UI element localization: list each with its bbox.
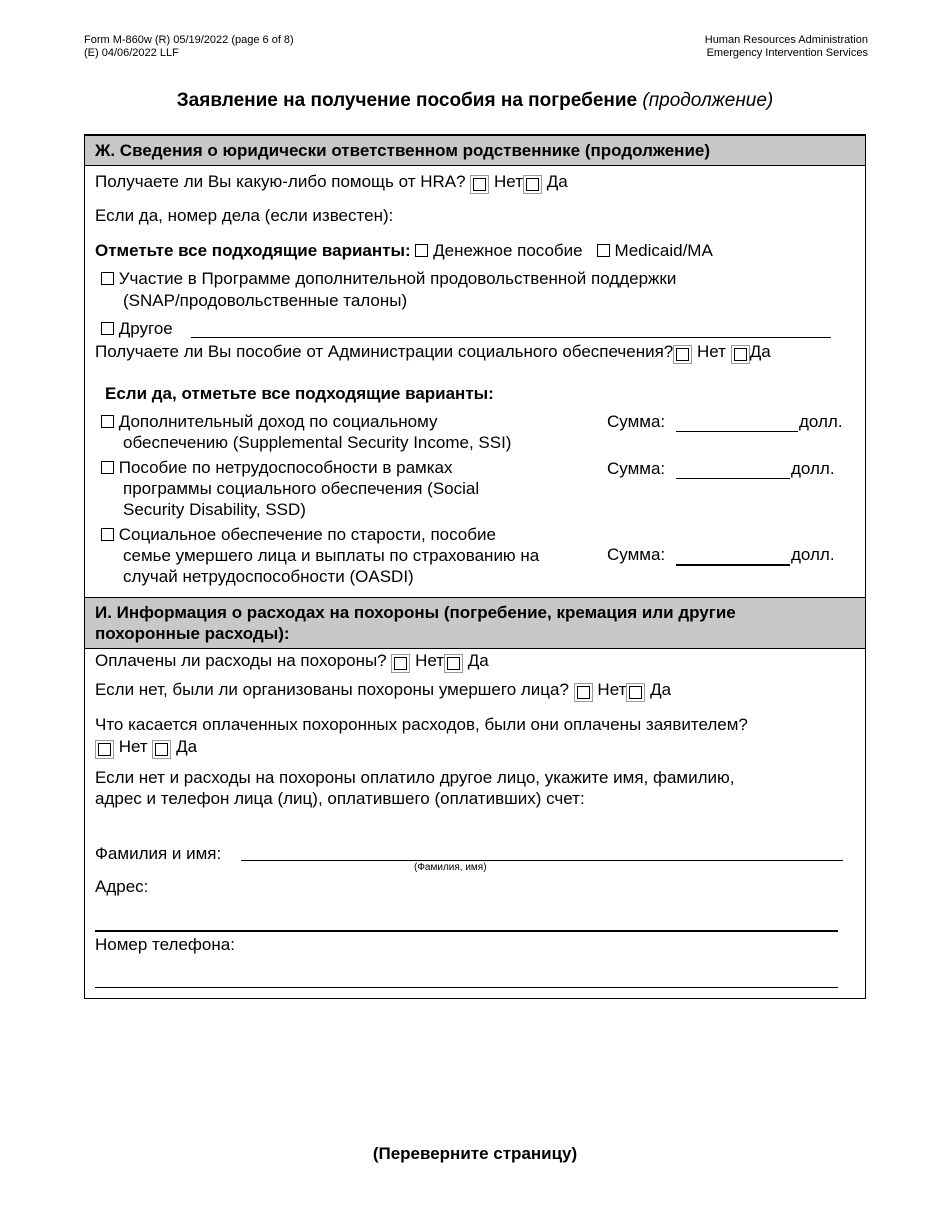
other-person-line1: Если нет и расходы на похороны оплатило другое лицо, укажите имя, фамилию, xyxy=(95,768,735,787)
agency-name xyxy=(705,34,868,60)
ssd-dollars: долл. xyxy=(791,459,835,478)
phone-label: Номер телефона: xyxy=(95,935,235,954)
page-title-suffix: (продолжение) xyxy=(642,90,774,111)
snap-line1: Участие в Программе дополнительной продовольственной поддержки xyxy=(118,269,677,288)
form-number xyxy=(84,34,294,60)
ssa-yes-checkbox[interactable] xyxy=(731,345,750,364)
turn-page-note: (Переверните страницу) xyxy=(372,1144,578,1163)
ssa-question-row xyxy=(95,341,771,364)
ssd-row xyxy=(101,457,453,478)
medicaid-checkbox[interactable] xyxy=(597,244,610,257)
hra-no-checkbox[interactable] xyxy=(470,175,489,194)
other-input-line[interactable] xyxy=(191,337,831,338)
agency-line2: Emergency Intervention Services xyxy=(706,47,868,59)
ssd-amount-label: Сумма: xyxy=(607,459,666,478)
applicant-yes-label: Да xyxy=(176,737,198,756)
ssi-line1: Дополнительный доход по социальному xyxy=(118,412,438,431)
arranged-no-checkbox[interactable] xyxy=(574,683,593,702)
paid-yes-checkbox[interactable] xyxy=(444,654,463,673)
paid-question: Оплачены ли расходы на похороны? xyxy=(95,651,387,670)
case-number-label: Если да, номер дела (если известен): xyxy=(95,206,394,225)
assistance-types-row xyxy=(95,240,713,261)
applicant-no-checkbox[interactable] xyxy=(95,740,114,759)
ssi-checkbox[interactable] xyxy=(101,415,114,428)
applicant-no-label: Нет xyxy=(118,737,148,756)
ssa-question: Получаете ли Вы пособие от Администрации социального обеспечения? xyxy=(95,342,674,361)
name-input-line[interactable] xyxy=(241,860,843,861)
address-input-line[interactable] xyxy=(95,930,838,932)
section-i-heading-line2: похоронные расходы): xyxy=(95,624,290,643)
other-checkbox[interactable] xyxy=(101,322,114,335)
oasdi-row xyxy=(101,524,496,545)
agency-line1: Human Resources Administration xyxy=(704,34,868,46)
oasdi-amount-label: Сумма: xyxy=(607,545,666,564)
ssd-checkbox[interactable] xyxy=(101,461,114,474)
oasdi-checkbox[interactable] xyxy=(101,528,114,541)
oasdi-line1: Социальное обеспечение по старости, пособие xyxy=(118,525,496,544)
check-all-label: Отметьте все подходящие варианты: xyxy=(95,241,411,260)
applicant-yes-checkbox[interactable] xyxy=(152,740,171,759)
snap-row xyxy=(101,268,676,289)
oasdi-line3: случай нетрудоспособности (OASDI) xyxy=(123,567,414,586)
name-caption: (Фамилия, имя) xyxy=(414,862,487,873)
hra-yes-checkbox[interactable] xyxy=(523,175,542,194)
phone-input-line[interactable] xyxy=(95,987,838,988)
ssi-line2: обеспечению (Supplemental Security Income, SSI) xyxy=(123,433,512,452)
address-label: Адрес: xyxy=(95,877,149,896)
hra-no-label: Нет xyxy=(494,172,523,191)
form-box xyxy=(84,134,866,999)
name-label: Фамилия и имя: xyxy=(95,844,222,863)
ssa-no-label: Нет xyxy=(697,342,726,361)
snap-line2: (SNAP/продовольственные талоны) xyxy=(123,291,408,310)
cash-label: Денежное пособие xyxy=(433,241,583,260)
ssi-amount-input[interactable] xyxy=(676,431,798,432)
ssi-amount-label: Сумма: xyxy=(607,412,666,431)
cash-checkbox[interactable] xyxy=(415,244,428,257)
ssi-row xyxy=(101,411,438,432)
paid-question-row xyxy=(95,650,489,673)
other-person-line2: адрес и телефон лица (лиц), оплатившего (оплативших) счет: xyxy=(95,789,585,808)
arranged-question: Если нет, были ли организованы похороны умершего лица? xyxy=(95,680,569,699)
ssi-dollars: долл. xyxy=(799,412,843,431)
ssa-yes-label: Да xyxy=(749,342,771,361)
paid-by-applicant-question: Что касается оплаченных похоронных расходов, были они оплачены заявителем? xyxy=(95,715,748,734)
form-number-line2: (E) 04/06/2022 LLF xyxy=(84,47,179,59)
arranged-no-label: Нет xyxy=(597,680,627,699)
arranged-yes-label: Да xyxy=(650,680,672,699)
paid-no-label: Нет xyxy=(415,651,445,670)
oasdi-amount-input[interactable] xyxy=(676,564,790,566)
section-i-heading-line1: И. Информация о расходах на похороны (погребение, кремация или другие xyxy=(95,603,736,622)
if-yes-check-label: Если да, отметьте все подходящие варианты: xyxy=(105,384,494,403)
oasdi-line2: семье умершего лица и выплаты по страхованию на xyxy=(123,546,540,565)
oasdi-dollars: долл. xyxy=(791,545,835,564)
other-label: Другое xyxy=(118,319,173,338)
snap-checkbox[interactable] xyxy=(101,272,114,285)
arranged-yes-checkbox[interactable] xyxy=(626,683,645,702)
ssd-line3: Security Disability, SSD) xyxy=(123,500,306,519)
hra-question-row xyxy=(95,171,568,194)
hra-question: Получаете ли Вы какую-либо помощь от HRA? xyxy=(95,172,466,191)
paid-yes-label: Да xyxy=(467,651,489,670)
ssa-no-checkbox[interactable] xyxy=(673,345,692,364)
section-g-heading: Ж. Сведения о юридически ответственном родственнике (продолжение) xyxy=(85,135,865,166)
form-number-line1: Form M-860w (R) 05/19/2022 (page 6 of 8) xyxy=(84,34,294,46)
ssd-line1: Пособие по нетрудоспособности в рамках xyxy=(118,458,453,477)
page-title xyxy=(0,90,950,112)
hra-yes-label: Да xyxy=(546,172,568,191)
paid-by-applicant-row xyxy=(95,736,197,759)
medicaid-label: Medicaid/MA xyxy=(614,241,713,260)
page-title-main: Заявление на получение пособия на погребение xyxy=(176,90,638,111)
other-row xyxy=(101,318,173,339)
section-i-heading xyxy=(85,597,865,649)
ssd-line2: программы социального обеспечения (Social xyxy=(123,479,480,498)
arranged-question-row xyxy=(95,679,671,702)
paid-no-checkbox[interactable] xyxy=(391,654,410,673)
ssd-amount-input[interactable] xyxy=(676,478,790,479)
